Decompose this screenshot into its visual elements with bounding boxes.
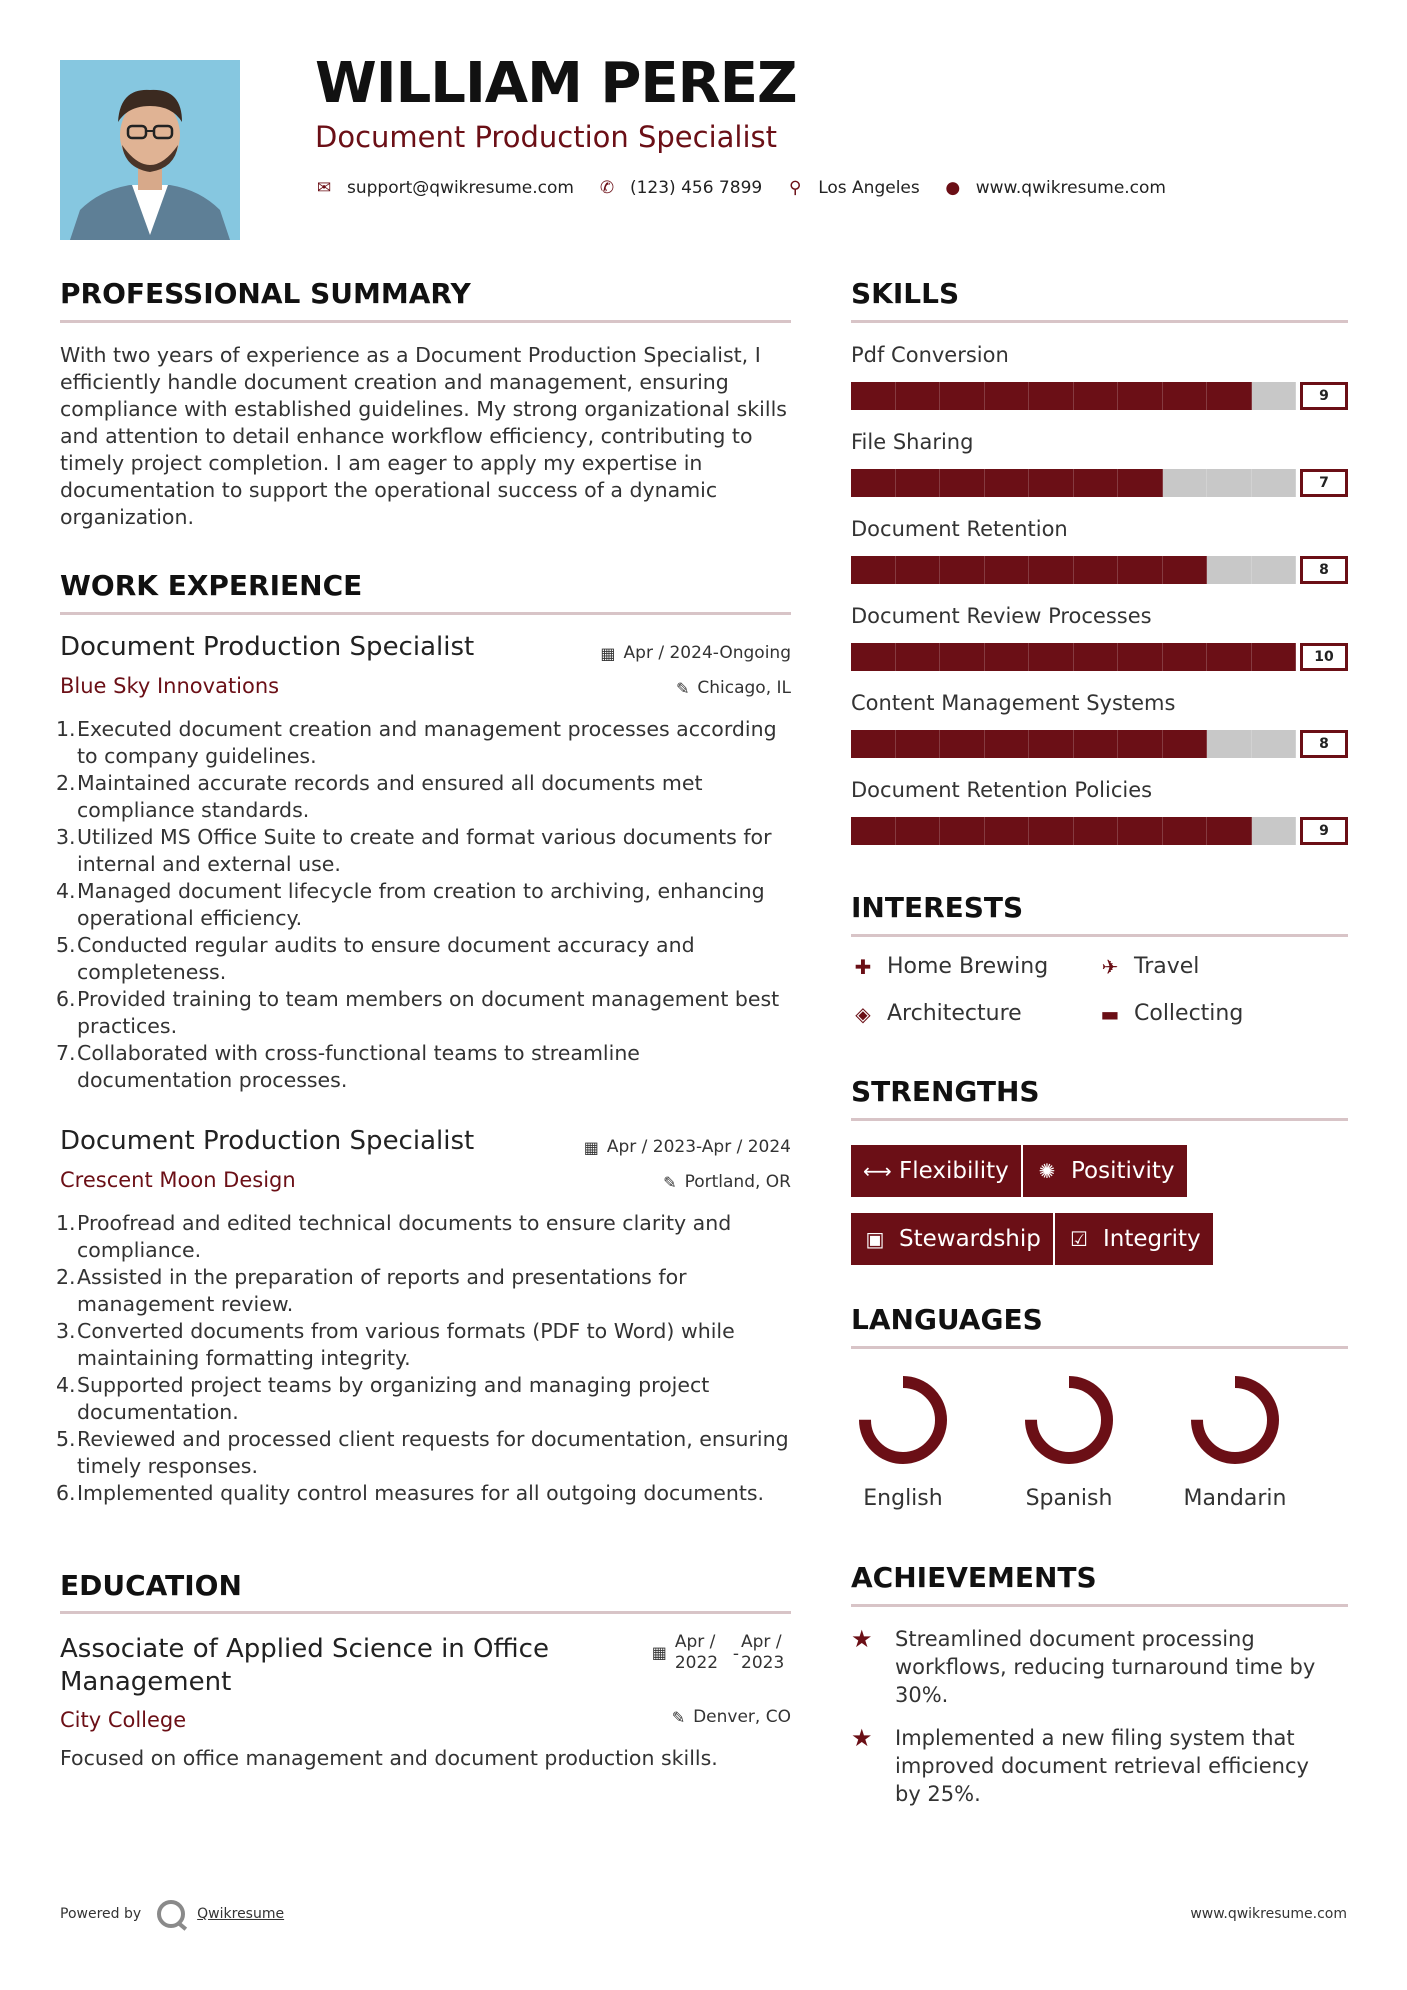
map-pin-icon: ⚲ [788, 178, 802, 198]
arrows-horizontal-icon: ⟷ [863, 1159, 892, 1183]
strength-label: Integrity [1103, 1226, 1201, 1252]
ticket-icon: ◈ [855, 1001, 871, 1026]
strength-label: Positivity [1071, 1158, 1175, 1184]
achievement-text: Implemented a new filing system that improved document retrieval efficiency by 25%. [895, 1726, 1309, 1806]
contact-bar [315, 178, 1190, 198]
globe-icon: ● [945, 178, 961, 198]
contact-email[interactable] [315, 178, 574, 198]
skill-track [851, 556, 1296, 584]
skill-label: Document Review Processes [851, 604, 1152, 628]
achievements-heading: ACHIEVEMENTS [851, 1561, 1097, 1594]
skill-track [851, 643, 1296, 671]
list-item: 4. Supported project teams by organizing and managing project documentation. [56, 1373, 710, 1424]
job-location [500, 1172, 791, 1192]
contact-website[interactable] [944, 178, 1166, 198]
skill-level-value: 8 [1300, 556, 1348, 584]
job-company: Crescent Moon Design [60, 1168, 296, 1192]
star-icon: ★ [851, 1724, 873, 1752]
strength-label: Stewardship [899, 1226, 1041, 1252]
interest-travel [1098, 954, 1199, 979]
education-date-start: Apr / 2022 [674, 1632, 719, 1673]
skill-fill [851, 730, 1207, 758]
interest-label: Architecture [887, 1001, 1022, 1026]
strengths-heading: STRENGTHS [851, 1075, 1040, 1108]
candidate-role: Document Production Specialist [315, 120, 777, 154]
skill-bar [851, 382, 1348, 410]
skill-bar [851, 817, 1348, 845]
education-dates [600, 1632, 791, 1674]
education-date-separator: - [732, 1644, 739, 1664]
star-icon: ★ [851, 1625, 873, 1653]
profile-photo [60, 60, 240, 240]
skill-fill [851, 643, 1296, 671]
job-duties-list [58, 716, 793, 1094]
skill-label: Content Management Systems [851, 691, 1176, 715]
job-dates [500, 643, 791, 663]
skill-label: File Sharing [851, 430, 974, 454]
skill-level-value: 9 [1300, 817, 1348, 845]
summary-text: With two years of experience as a Document Production Specialist, I efficiently handle document creation and management, ensuring compliance with established guidelines. My strong organizational skills and attention to detail enhance workflow efficiency, contributing to timely project completion. I am eager to apply my expertise in documentation to support the operational success of a dynamic organization. [60, 343, 787, 529]
skill-track [851, 730, 1296, 758]
interests-heading: INTERESTS [851, 891, 1024, 924]
list-item: 6. Provided training to team members on document management best practices. [56, 987, 780, 1038]
powered-by-text: Powered by [60, 1906, 142, 1922]
job-dates-text: Apr / 2024-Ongoing [623, 643, 791, 663]
skill-bar [851, 556, 1348, 584]
phone-icon: ✆ [599, 178, 615, 198]
education-description: Focused on office management and document production skills. [60, 1746, 718, 1770]
envelope-icon: ✉ [316, 178, 332, 198]
list-item: 2. Assisted in the preparation of reports and presentations for management review. [56, 1265, 687, 1316]
skill-fill [851, 817, 1252, 845]
list-item: 5. Conducted regular audits to ensure document accuracy and completeness. [56, 933, 695, 984]
checkbox-icon: ☑ [1070, 1227, 1088, 1251]
list-item: 1. Proofread and edited technical documents to ensure clarity and compliance. [56, 1211, 732, 1262]
language-label: English [863, 1486, 943, 1511]
skill-label: Document Retention Policies [851, 778, 1153, 802]
skill-label: Pdf Conversion [851, 343, 1009, 367]
achievement-text: Streamlined document processing workflows, reducing turnaround time by 30%. [895, 1627, 1316, 1707]
contact-phone[interactable] [598, 178, 762, 198]
language-ring [853, 1370, 953, 1474]
interest-home-brewing [851, 954, 1048, 979]
education-date-end: Apr / 2023 [741, 1632, 785, 1673]
list-item: 1. Executed document creation and management processes according to company guidelines. [56, 717, 777, 768]
interest-label: Home Brewing [887, 954, 1049, 979]
list-item: 5. Reviewed and processed client requests for documentation, ensuring timely responses. [56, 1427, 789, 1478]
interests-divider [851, 934, 1348, 937]
candidate-name: WILLIAM PEREZ [315, 51, 797, 116]
archive-icon: ▬ [1100, 1001, 1120, 1026]
language-ring [1185, 1370, 1285, 1474]
language-ring [1019, 1370, 1119, 1474]
job-title: Document Production Specialist [60, 1126, 475, 1156]
pushpin-icon: ✎ [663, 1172, 677, 1192]
skill-bar [851, 643, 1348, 671]
strengths-divider [851, 1118, 1348, 1121]
footer-website-link[interactable]: www.qwikresume.com [1190, 1906, 1347, 1922]
skill-track [851, 382, 1296, 410]
education-location-text: Denver, CO [693, 1707, 791, 1727]
job-title: Document Production Specialist [60, 632, 475, 662]
location-text: Los Angeles [818, 178, 920, 198]
experience-divider [60, 612, 791, 615]
degree-title: Associate of Applied Science in Office Management [60, 1634, 549, 1697]
skill-bar [851, 730, 1348, 758]
skill-fill [851, 556, 1207, 584]
achievements-divider [851, 1604, 1348, 1607]
languages-divider [851, 1346, 1348, 1349]
language-label: Spanish [1025, 1486, 1113, 1511]
job-dates-text: Apr / 2023-Apr / 2024 [606, 1137, 791, 1157]
achievement-item [851, 1625, 1348, 1709]
strength-badge [1055, 1213, 1213, 1265]
contact-location [786, 178, 920, 198]
list-item: 2. Maintained accurate records and ensured all documents met compliance standards. [56, 771, 703, 822]
skill-bar [851, 469, 1348, 497]
plane-icon: ✈ [1101, 954, 1119, 979]
list-item: 6. Implemented quality control measures for all outgoing documents. [56, 1481, 765, 1505]
education-divider [60, 1611, 791, 1614]
list-item: 7. Collaborated with cross-functional teams to streamline documentation processes. [56, 1041, 640, 1092]
skill-label: Document Retention [851, 517, 1068, 541]
strength-badge [851, 1213, 1053, 1265]
school-name: City College [60, 1708, 187, 1732]
interest-collecting [1098, 1001, 1243, 1026]
list-item: 3. Converted documents from various formats (PDF to Word) while maintaining formatting integrity. [56, 1319, 735, 1370]
languages-heading: LANGUAGES [851, 1303, 1043, 1336]
job-location-text: Portland, OR [684, 1172, 791, 1192]
strength-label: Flexibility [899, 1158, 1009, 1184]
skill-level-value: 9 [1300, 382, 1348, 410]
education-location [560, 1707, 791, 1727]
experience-heading: WORK EXPERIENCE [60, 569, 363, 602]
puzzle-icon: ✚ [854, 954, 872, 979]
calendar-icon: ▦ [651, 1643, 667, 1662]
interest-label: Travel [1134, 954, 1200, 979]
list-item: 4. Managed document lifecycle from creation to archiving, enhancing operational efficiency. [56, 879, 765, 930]
qwikresume-logo-icon [157, 1900, 185, 1928]
calendar-icon: ▦ [600, 643, 616, 663]
strength-badge [851, 1145, 1021, 1197]
briefcase-icon: ▣ [865, 1227, 885, 1251]
skill-level-value: 8 [1300, 730, 1348, 758]
achievement-item [851, 1724, 1348, 1808]
job-location [500, 678, 791, 698]
phone-text: (123) 456 7899 [629, 178, 763, 198]
language-label: Mandarin [1183, 1486, 1287, 1511]
summary-divider [60, 320, 791, 323]
skill-track [851, 817, 1296, 845]
skill-level-value: 10 [1300, 643, 1348, 671]
footer-powered-by [60, 1900, 284, 1928]
skills-heading: SKILLS [851, 277, 960, 310]
skill-fill [851, 469, 1163, 497]
job-company: Blue Sky Innovations [60, 674, 280, 698]
job-dates [480, 1137, 791, 1157]
skill-fill [851, 382, 1252, 410]
calendar-icon: ▦ [583, 1137, 599, 1157]
skills-divider [851, 320, 1348, 323]
interest-architecture [851, 1001, 1022, 1026]
strength-badge [1023, 1145, 1187, 1197]
pushpin-icon: ✎ [675, 678, 690, 698]
skill-level-value: 7 [1300, 469, 1348, 497]
list-item: 3. Utilized MS Office Suite to create and format various documents for internal and external use. [56, 825, 772, 876]
summary-heading: PROFESSIONAL SUMMARY [60, 277, 471, 310]
brand-link[interactable]: Qwikresume [197, 1906, 285, 1922]
skill-track [851, 469, 1296, 497]
education-heading: EDUCATION [60, 1569, 242, 1602]
job-location-text: Chicago, IL [697, 678, 791, 698]
job-duties-list [58, 1210, 793, 1507]
email-text: support@qwikresume.com [347, 178, 574, 198]
sun-icon: ✺ [1038, 1159, 1056, 1183]
interest-label: Collecting [1134, 1001, 1244, 1026]
website-text: www.qwikresume.com [975, 178, 1166, 198]
pushpin-icon: ✎ [671, 1707, 686, 1727]
